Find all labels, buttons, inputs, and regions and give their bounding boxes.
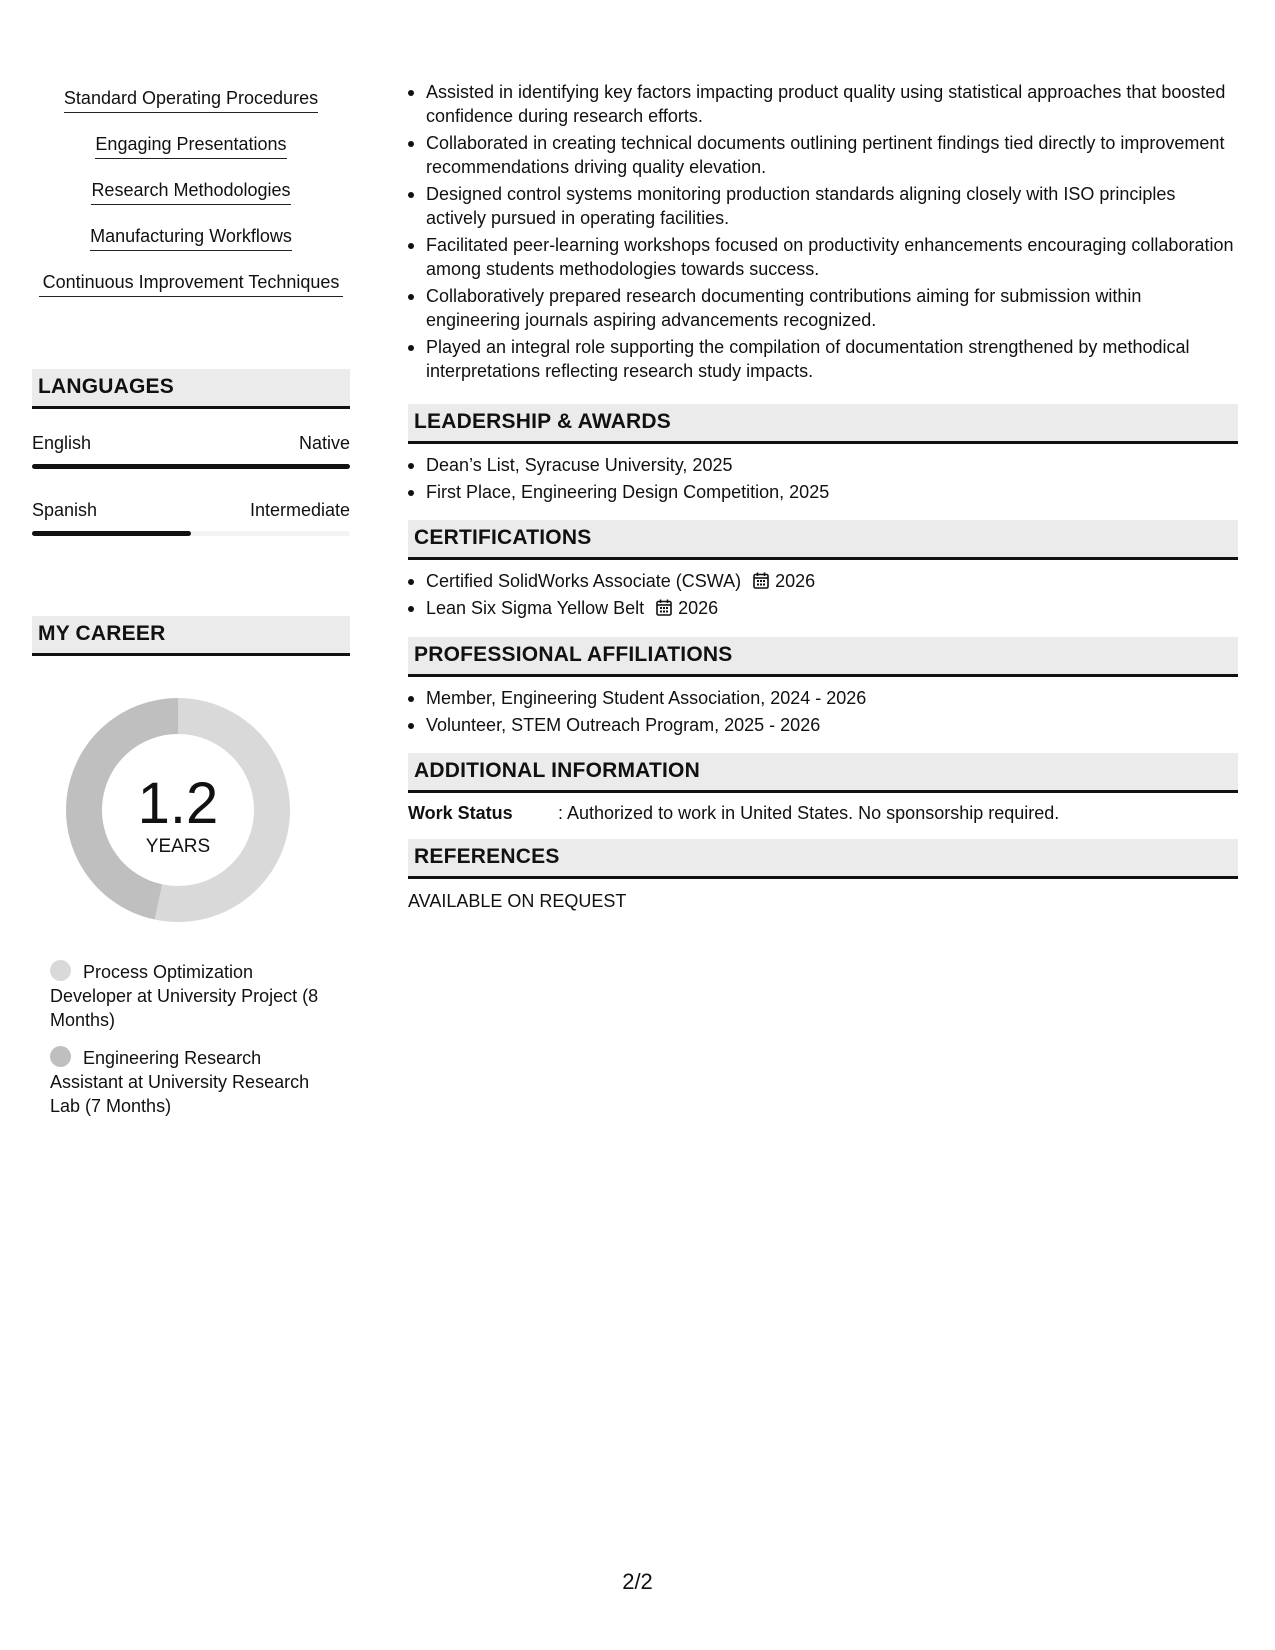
language-level: Intermediate bbox=[249, 500, 350, 520]
list-item: Volunteer, STEM Outreach Program, 2025 - 2026 bbox=[408, 713, 1238, 737]
legend-dot bbox=[50, 960, 71, 981]
work-status-label: Work Status bbox=[408, 803, 513, 823]
certification-year: 2026 bbox=[775, 571, 816, 591]
language-proficiency-bar bbox=[32, 464, 350, 469]
skill-item: Standard Operating Procedures bbox=[32, 86, 350, 113]
language-proficiency-bar bbox=[32, 531, 350, 536]
language-spanish bbox=[32, 499, 350, 536]
references-text: AVAILABLE ON REQUEST bbox=[408, 891, 627, 911]
work-status-row bbox=[408, 801, 1238, 825]
language-name: Spanish bbox=[32, 500, 98, 520]
skill-item: Continuous Improvement Techniques bbox=[39, 270, 343, 297]
certifications-section bbox=[408, 520, 1238, 623]
certification-name: Lean Six Sigma Yellow Belt bbox=[426, 598, 645, 618]
work-status-value: : Authorized to work in United States. No sponsorship required. bbox=[558, 803, 1060, 823]
career-legend-item bbox=[50, 1046, 330, 1118]
languages-heading: LANGUAGES bbox=[32, 369, 350, 409]
list-item: First Place, Engineering Design Competition, 2025 bbox=[408, 480, 1238, 504]
career-legend-item bbox=[50, 960, 330, 1032]
experience-bullets bbox=[408, 80, 1238, 386]
additional-section bbox=[408, 753, 1238, 825]
affiliations-heading: PROFESSIONAL AFFILIATIONS bbox=[408, 637, 1238, 677]
certification-year: 2026 bbox=[678, 598, 719, 618]
skill-item: Engaging Presentations bbox=[32, 132, 350, 159]
additional-heading: ADDITIONAL INFORMATION bbox=[408, 753, 1238, 793]
certification-name: Certified SolidWorks Associate (CSWA) bbox=[426, 571, 742, 591]
leadership-heading: LEADERSHIP & AWARDS bbox=[408, 404, 1238, 444]
list-item: Assisted in identifying key factors impacting product quality using statistical approaches that boosted confidence during research efforts. bbox=[408, 80, 1238, 128]
references-section bbox=[408, 839, 1238, 913]
legend-label: Process Optimization Developer at University Project (8 Months) bbox=[50, 962, 319, 1030]
language-name: English bbox=[32, 433, 92, 453]
language-level: Native bbox=[298, 433, 350, 453]
career-heading: MY CAREER bbox=[32, 616, 350, 656]
list-item bbox=[408, 596, 1238, 620]
list-item: Played an integral role supporting the compilation of documentation strengthened by methodical interpretations reflecting research study impacts. bbox=[408, 335, 1238, 383]
skills-list bbox=[32, 86, 350, 297]
page-number: 2/2 bbox=[622, 1569, 653, 1594]
calendar-icon bbox=[753, 572, 769, 589]
legend-label: Engineering Research Assistant at University Research Lab (7 Months) bbox=[50, 1048, 310, 1116]
legend-dot bbox=[50, 1046, 71, 1067]
career-total-unit: YEARS bbox=[145, 836, 211, 857]
affiliations-section bbox=[408, 637, 1238, 740]
leadership-section bbox=[408, 404, 1238, 507]
career-total-value: 1.2 bbox=[137, 771, 219, 836]
list-item: Designed control systems monitoring production standards aligning closely with ISO principles actively pursued in operating facilities. bbox=[408, 182, 1238, 230]
language-english bbox=[32, 432, 350, 469]
skill-item: Manufacturing Workflows bbox=[32, 224, 350, 251]
skill-item: Research Methodologies bbox=[32, 178, 350, 205]
list-item bbox=[408, 569, 1238, 593]
calendar-icon bbox=[656, 599, 672, 616]
certifications-heading: CERTIFICATIONS bbox=[408, 520, 1238, 560]
list-item: Collaboratively prepared research documenting contributions aiming for submission within engineering journals aspiring advancements recognized. bbox=[408, 284, 1238, 332]
list-item: Facilitated peer-learning workshops focused on productivity enhancements encouraging collaboration among students methodologies towards success. bbox=[408, 233, 1238, 281]
list-item: Dean’s List, Syracuse University, 2025 bbox=[408, 453, 1238, 477]
references-heading: REFERENCES bbox=[408, 839, 1238, 879]
list-item: Member, Engineering Student Association, 2024 - 2026 bbox=[408, 686, 1238, 710]
list-item: Collaborated in creating technical documents outlining pertinent findings tied directly to improvement recommendations driving quality elevation. bbox=[408, 131, 1238, 179]
